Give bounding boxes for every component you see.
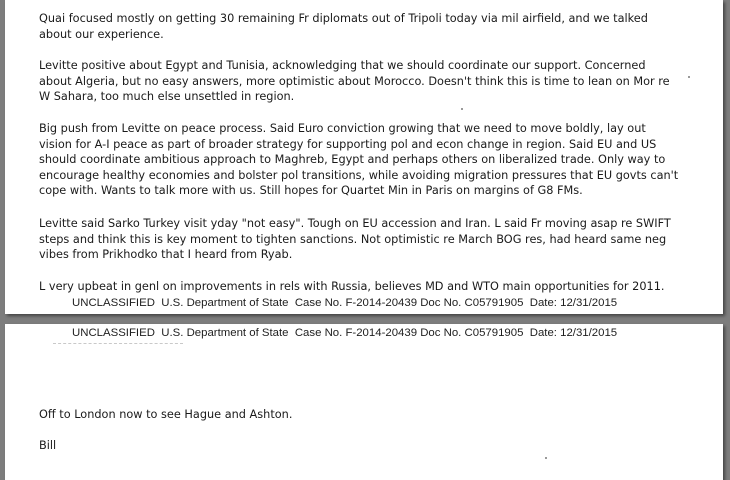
scan-speck — [461, 108, 463, 110]
signature: Bill — [39, 439, 57, 452]
scan-speck — [688, 76, 690, 78]
paragraph-russia: L very upbeat in genl on improvements in rels with Russia, believes MD and WTO main opportunities for 2011. — [39, 280, 665, 293]
declassification-footer-stamp: UNCLASSIFIED U.S. Department of State Case No. F-2014-20439 Doc No. C05791905 Date: 12/31/2015 — [72, 297, 618, 309]
paragraph-egypt-tunisia: Levitte positive about Egypt and Tunisia, acknowledging that we should coordinate our support. Concerned about Algeria, but no easy answers, more optimistic about Morocco. Doesn't think this is time to lean on Mor re W Sahara, too much else unsettled in region. — [39, 59, 670, 103]
paragraph-peace-process: Big push from Levitte on peace process. Said Euro conviction growing that we need to move boldly, lay out vision for A-I peace as part of broader strategy for supporting pol and econ change in region. Said EU and US should coordinate ambitious approach to Maghreb, Egypt and perhaps others on liberalized trade. Only way to encourage healthy economies and bolster pol transitions, while avoiding migration pressures that EU govts can't cope with. Wants to talk more with us. Still hopes for Quartet Min in Paris on margins of G8 FMs. — [39, 122, 679, 197]
paragraph-turkey-visit: Levitte said Sarko Turkey visit yday "not easy". Tough on EU accession and Iran. L said Fr moving asap re SWIFT steps and think this is key moment to tighten sanctions. Not optimistic re March BOG res, had heard same neg vibes from Prikhodko that I heard from Ryab. — [39, 217, 671, 261]
scan-artifact-line — [53, 343, 183, 344]
document-page-1 — [5, 0, 723, 314]
declassification-header-stamp: UNCLASSIFIED U.S. Department of State Case No. F-2014-20439 Doc No. C05791905 Date: 12/31/2015 — [72, 327, 618, 339]
scan-speck — [545, 457, 547, 459]
paragraph-quai: Quai focused mostly on getting 30 remaining Fr diplomats out of Tripoli today via mil airfield, and we talked about our experience. — [39, 12, 648, 41]
closing-line: Off to London now to see Hague and Ashton. — [39, 408, 293, 421]
document-page-2 — [5, 324, 723, 480]
